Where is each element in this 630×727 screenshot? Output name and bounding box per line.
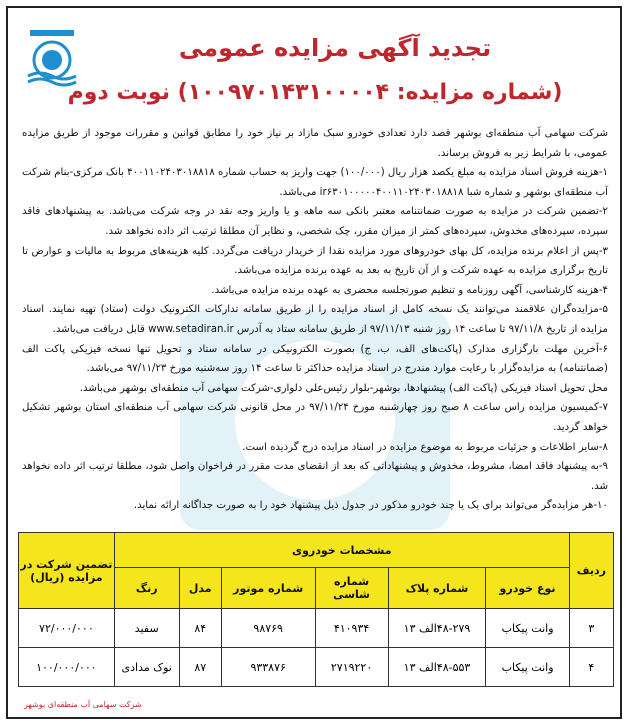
cell-color: سفید	[114, 609, 179, 648]
cell-plate: ۴۸-۲۷۹الف ۱۳	[388, 609, 486, 648]
table-header-row	[19, 533, 614, 568]
cell-guarantee: ۷۲/۰۰۰/۰۰۰	[19, 609, 115, 648]
cell-color: نوک مدادی	[114, 648, 179, 687]
header-plate: شماره پلاک	[388, 568, 486, 609]
header-row-no: ردیف	[569, 533, 613, 609]
condition-item: محل تحویل اسناد فیزیکی (پاکت الف) پیشنهادها، بوشهر-بلوار رئیس‌علی دلواری-شرکت سهامی آب منطقه‌ای بوشهر می‌باشد.	[79, 382, 608, 394]
auction-number-title: (شماره مزایده: ۱۰۰۹۷۰۱۴۳۱۰۰۰۰۴) نوبت دوم	[67, 80, 563, 105]
cell-vehicle-type: وانت پیکاب	[486, 609, 569, 648]
condition-item: ۳-پس از اعلام برنده مزایده، کل بهای خودروهای مورد مزایده نقدا از خریدار دریافت می‌گردد. کلیه هزینه‌های مربوط به مالیات و عوارض تا تاریخ برگزاری مزایده به عهده شرکت و از آن تاریخ به بعد به عهده برنده مزایده می‌باشد.	[22, 245, 608, 277]
condition-item: ۵-مزایده‌گران علاقمند می‌توانند یک نسخه کامل از اسناد مزایده را از طریق سامانه تدارکات الکترونیک دولت (ستاد) تهیه نمایند. اسناد مزایده از تاریخ ۹۷/۱۱/۸ تا ساعت ۱۴ روز شنبه ۹۷/۱۱/۱۳ از طریق سامانه ستاد به آدرس www.setadiran.ir قابل دریافت می‌باشد.	[22, 304, 608, 335]
condition-item: ۸-سایر اطلاعات و جزئیات مربوط به موضوع مزایده در اسناد مزایده درج گردیده است.	[242, 441, 608, 453]
cell-chassis: ۴۱۰۹۳۴	[315, 609, 388, 648]
table-row	[19, 648, 614, 687]
cell-row-no: ۴	[569, 648, 613, 687]
footer-company-name: شرکت سهامی آب منطقه‌ای بوشهر	[24, 700, 142, 709]
condition-item: ۶-آخرین مهلت بارگزاری مدارک (پاکت‌های الف، ب، ج) بصورت الکترونیکی در سامانه ستاد و تحویل تنها نسخه فیزیکی پاکت الف (ضمانتنامه) به مزایده‌گزار با رعایت موارد مندرج در اسناد مزایده حداکثر تا ساعت ۱۴ روز سه‌شنبه مورخ ۹۷/۱۱/۲۳ می‌باشد.	[22, 343, 608, 375]
cell-model: ۸۷	[179, 648, 221, 687]
header-vehicle-type: نوع خودرو	[486, 568, 569, 609]
cell-row-no: ۳	[569, 609, 613, 648]
cell-plate: ۴۸-۵۵۳الف ۱۳	[388, 648, 486, 687]
intro-paragraph: شرکت سهامی آب منطقه‌ای بوشهر قصد دارد تعدادی خودرو سبک مازاد بر نیاز خود را مطابق قوانین و مقررات موجود از طریق مزایده عمومی، با شرایط زیر به فروش برساند.	[22, 128, 608, 159]
notice-body	[22, 124, 608, 516]
cell-engine: ۹۳۳۸۷۶	[221, 648, 315, 687]
header-engine: شماره موتور	[221, 568, 315, 609]
cell-chassis: ۲۷۱۹۲۲۰	[315, 648, 388, 687]
condition-item: ۹-به پیشنهاد فاقد امضا، مشروط، مخدوش و پیشنهاداتی که بعد از انقضای مدت مقرر در فراخوان واصل شود، مطلقا ترتیب اثر داده نخواهد شد.	[22, 461, 608, 492]
header-vehicle-specs: مشخصات خودروی	[114, 533, 569, 568]
condition-item: ۱-هزینه فروش اسناد مزایده به مبلغ یکصد هزار ریال (۱۰۰/۰۰۰) جهت واریز به حساب شماره ۴۰۰۱۱۰۲۴۰۳۰۱۸۸۱۸ بانک مرکزی-بنام شرکت آب منطقه‌ای بوشهر و شماره شبا ir۶۳۰۱۰۰۰۰۰۴۰۰۱۱۰۲۴۰۳۰۱۸۸۱۸ می‌باشد.	[22, 167, 608, 198]
header-chassis: شماره شاسی	[315, 568, 388, 609]
condition-item: ۷-کمیسیون مزایده راس ساعت ۸ صبح روز چهارشنبه مورخ ۹۷/۱۱/۲۴ در محل قانونی شرکت سهامی آب منطقه‌ای استان بوشهر تشکیل خواهد گردید.	[22, 402, 609, 433]
cell-guarantee: ۱۰۰/۰۰۰/۰۰۰	[19, 648, 115, 687]
condition-item: ۴-هزینه کارشناسی، آگهی روزنامه و تنظیم صورتجلسه محضری به عهده برنده مزایده می‌باشد.	[211, 284, 608, 296]
header-color: رنگ	[114, 568, 179, 609]
table-row	[19, 609, 614, 648]
condition-item: ۱۰-هر مزایده‌گر می‌تواند برای یک یا چند خودرو مذکور در جدول ذیل پیشنهاد خود را به صورت جداگانه ارائه نماید.	[133, 500, 608, 512]
vehicle-spec-table	[18, 532, 614, 687]
cell-vehicle-type: وانت پیکاب	[486, 648, 569, 687]
cell-engine: ۹۸۷۶۹	[221, 609, 315, 648]
header-guarantee: تضمین شرکت در مزایده (ریال)	[19, 533, 115, 609]
notice-title: تجدید آگهی مزایده عمومی	[178, 34, 492, 62]
cell-model: ۸۴	[179, 609, 221, 648]
condition-item: ۲-تضمین شرکت در مزایده به صورت ضمانتنامه معتبر بانکی سه ماهه و یا واریز وجه نقد در وجه شرکت می‌باشد. به پیشنهادهای فاقد سپرده، سپرده‌های مخدوش، سپرده‌های کمتر از میزان مقرر، چک شخصی، و نظایر آن مطلقا ترتیب اثر داده نخواهد شد.	[22, 206, 608, 237]
header-model: مدل	[179, 568, 221, 609]
